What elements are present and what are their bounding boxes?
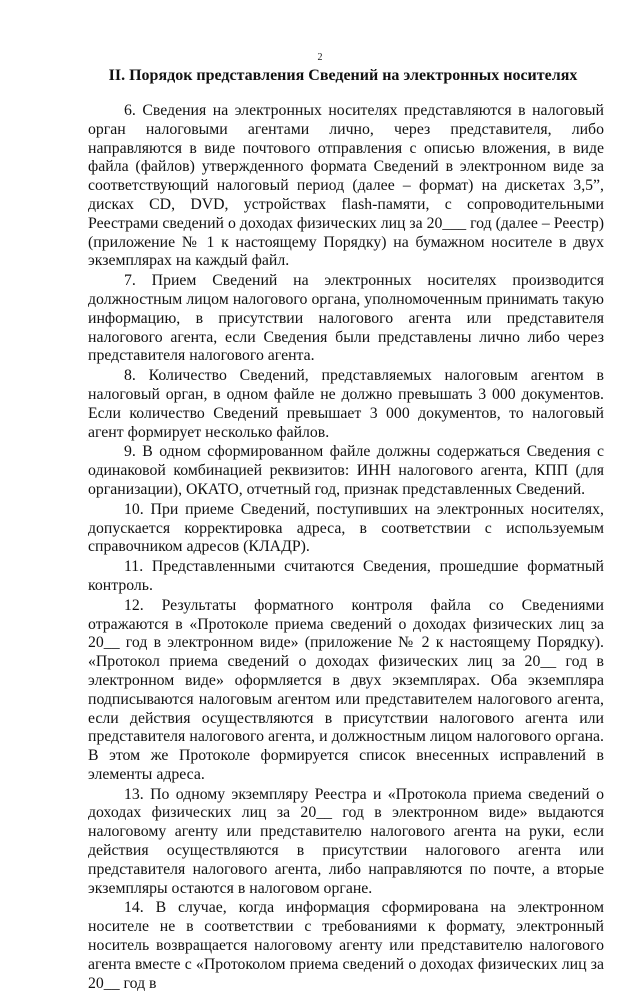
paragraph-6: 6. Сведения на электронных носителях представляются в налоговый орган налоговыми агентами лично, через представителя, либо направляются в виде почтового отправления с описью вложения, в виде файла (файлов) утвержденного формата Сведений в электронном виде за соответствующий налоговый период (далее – формат) на дискетах 3,5”, дисках CD, DVD, устройствах flash-памяти, с сопроводительными Реестрами сведений о доходах физических лиц за 20___ год (далее – Реестр) (приложение № 1 к настоящему Порядку) на бумажном носителе в двух экземплярах на каждый файл. bbox=[88, 102, 605, 270]
paragraph-8: 8. Количество Сведений, представляемых налоговым агентом в налоговый орган, в одном файле не должно превышать 3 000 документов. Если количество Сведений превышает 3 000 документов, то налоговый агент формирует несколько файлов. bbox=[88, 367, 604, 441]
section-heading: II. Порядок представления Сведений на электронных носителях bbox=[108, 67, 578, 84]
paragraph-14: 14. В случае, когда информация сформирована на электронном носителе не в соответствии с требованиями к формату, электронный носитель возвращается налоговому агенту или представителю налогового агента вместе с «Протоколом приема сведений о доходах физических лиц за 20__ год в bbox=[88, 899, 604, 992]
paragraph-12: 12. Результаты форматного контроля файла со Сведениями отражаются в «Протоколе приема сведений о доходах физических лиц за 20__ год в электронном виде» (приложение № 2 к настоящему Порядку). «Протокол приема сведений о доходах физических лиц за 20__ год в электронном виде» оформляется в двух экземплярах. Оба экземпляра подписываются налоговым агентом или представителем налогового агента, если действия осуществляются в присутствии налогового агента или представителя налогового агента, и должностным лицом налогового органа. В этом же Протоколе формируется список внесенных исправлений в элементы адреса. bbox=[88, 596, 604, 783]
document-body bbox=[88, 102, 604, 994]
paragraph-9: 9. В одном сформированном файле должны содержаться Сведения с одинаковой комбинацией реквизитов: ИНН налогового агента, КПП (для организации), ОКАТО, отчетный год, признак представленных Сведений. bbox=[88, 443, 604, 498]
paragraph-11: 11. Представленными считаются Сведения, прошедшие форматный контроль. bbox=[88, 558, 604, 594]
page-number: 2 bbox=[317, 52, 323, 63]
paragraph-10: 10. При приеме Сведений, поступивших на электронных носителях, допускается корректировка адреса, в соответствии с используемым справочником адресов (КЛАДР). bbox=[88, 500, 604, 556]
paragraph-7: 7. Прием Сведений на электронных носителях производится должностным лицом налогового органа, уполномоченным принимать такую информацию, в присутствии налогового агента или представителя налогового агента, если Сведения были представлены лично либо через представителя налогового агента. bbox=[88, 272, 604, 365]
paragraph-13: 13. По одному экземпляру Реестра и «Протокола приема сведений о доходах физических лиц за 20__ год в электронном виде» выдаются налоговому агенту или представителю налогового агента на руки, если действия осуществляются в присутствии налогового агента или представителя налогового агента, либо направляются по почте, а вторые экземпляры остаются в налоговом органе. bbox=[88, 785, 604, 897]
